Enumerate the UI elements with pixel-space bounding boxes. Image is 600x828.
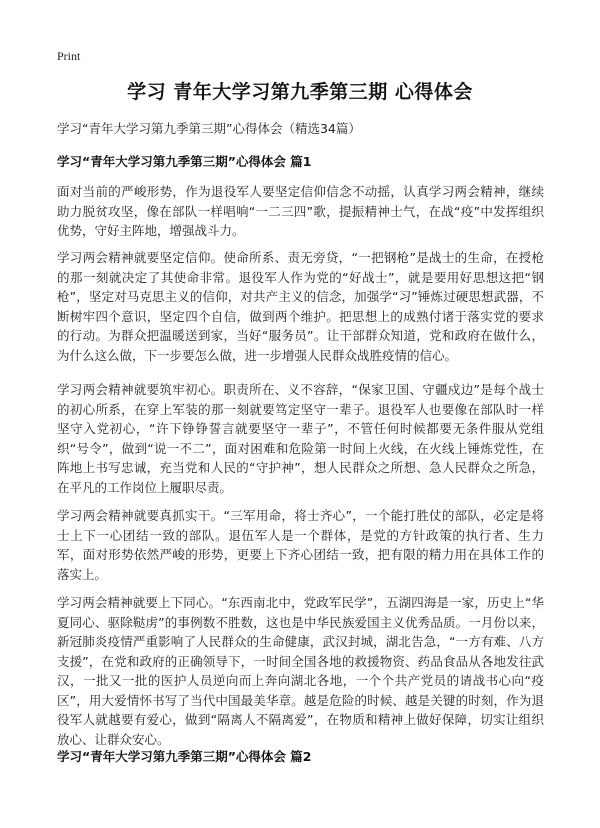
print-link[interactable]: Print <box>57 49 81 63</box>
paragraph: 学习两会精神就要上下同心。“东西南北中，党政军民学”，五湖四海是一家，历史上“华夏同心、驱除鞑虏”的事例数不胜数，这也是中华民族爱国主义优秀品质。一月份以来，新冠肺炎疫情严重影响了人民群众的生命健康，武汉封城，湖北告急，“一方有难、八方支援”，在党和政府的正确领导下，一时间全国各地的救援物资、药品食品从各地发往武汉，一批又一批的医护人员逆向而上奔向湖北各地，一个个共产党员的请战书心向“疫区”，用大爱情怀书写了当代中国最美华章。越是危险的时候、越是关键的时刻，作为退役军人就越要有爱心，做到“隔离人不隔离爱”，在物质和精神上做好保障，切实让组织放心、让群众安心。 <box>57 595 544 747</box>
section-heading-1: 学习“青年大学习第九季第三期”心得体会 篇1 <box>57 154 312 169</box>
paragraph: 学习两会精神就要坚定信仰。使命所系、责无旁贷，“一把钢枪”是战士的生命，在授枪的那一刻就决定了其使命非常。退役军人作为党的“好战士”，就是要用好思想这把“钢枪”，坚定对马克思主义的信仰，对共产主义的信念，加强学“习”锤炼过硬思想武器，不断树牢四个意识，坚定四个自信，做到两个维护。把思想上的成熟付诸于落实党的要求的行动。为群众把温暖送到家，当好“服务员”。让干部群众知道，党和政府在做什么，为什么这么做，下一步要怎么做，进一步增强人民群众战胜疫情的信心。 <box>57 250 544 363</box>
section-heading-2: 学习“青年大学习第九季第三期”心得体会 篇2 <box>57 749 312 764</box>
document-subtitle: 学习“青年大学习第九季第三期”心得体会（精选34篇） <box>57 121 361 136</box>
paragraph: 学习两会精神就要真抓实干。“三军用命，将士齐心”，一个能打胜仗的部队，必定是将士上下一心团结一致的部队。退伍军人是一个群体，是党的方针政策的执行者、生力军，面对形势依然严峻的形势，更要上下齐心团结一致，把有限的精力用在具体工作的落实上。 <box>57 508 544 582</box>
paragraph: 学习两会精神就要筑牢初心。职责所在、义不容辞，“保家卫国、守疆戍边”是每个战士的初心所系，在穿上军装的那一刻就要笃定坚守一辈子。退役军人也要像在部队时一样坚守入党初心，“许下铮铮誓言就要坚守一辈子”，不管任何时候都要无条件服从党组织“号令”，做到“说一不二”，面对困难和危险第一时间上火线，在火线上锤炼党性，在阵地上书写忠诚，充当党和人民的“守护神”，想人民群众之所想、急人民群众之所急，在平凡的工作岗位上履职尽责。 <box>57 382 544 495</box>
page-title: 学习 青年大学习第九季第三期 心得体会 <box>127 81 473 103</box>
paragraph: 面对当前的严峻形势，作为退役军人要坚定信仰信念不动摇，认真学习两会精神，继续助力脱贫攻坚，像在部队一样唱响“一二三四”歌，提振精神士气，在战“疫”中发挥组织优势，守好主阵地，增强战斗力。 <box>57 184 544 238</box>
